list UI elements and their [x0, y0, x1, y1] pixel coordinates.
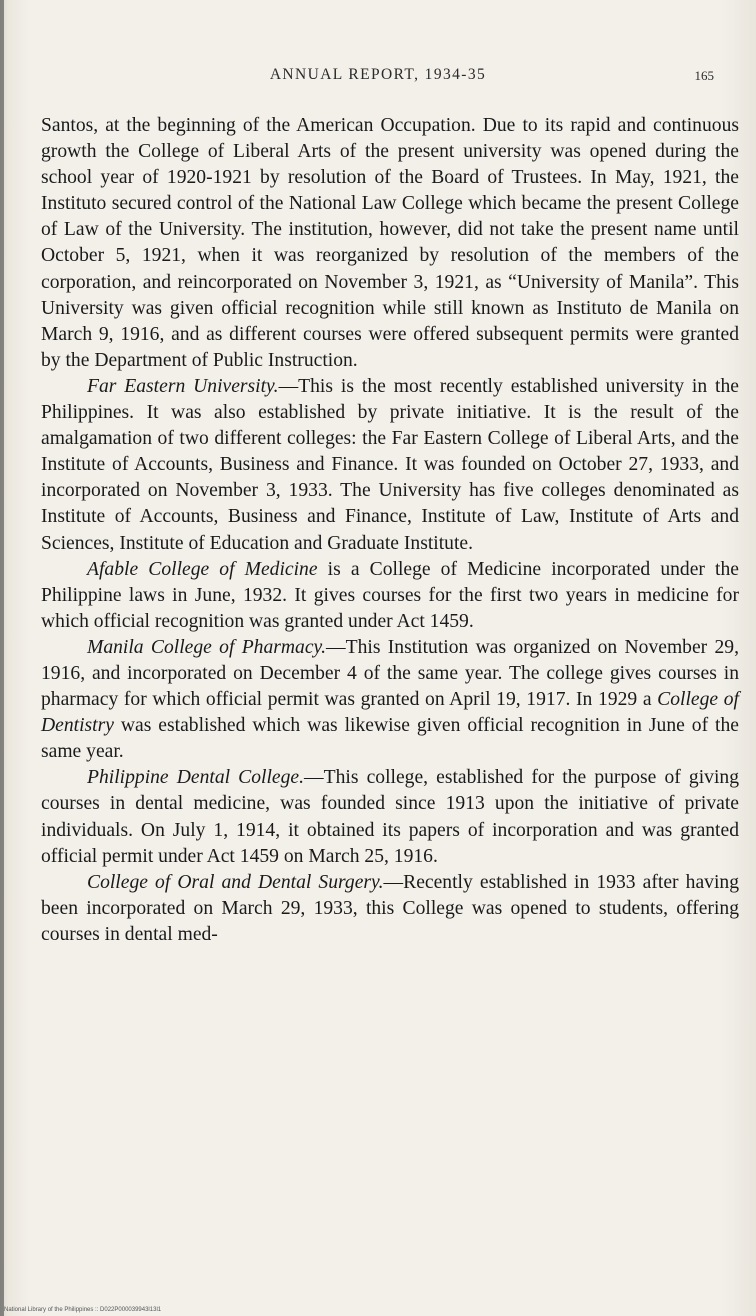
paragraph-university-of-manila	[41, 113, 739, 374]
paragraph-title: Philippine Dental College.	[87, 767, 305, 789]
page-header	[0, 62, 756, 90]
paragraph-title: Far Eastern University.	[87, 375, 279, 397]
paragraph-text: —Recently established in 1933 after having been incorporated on March 29, 1933, this College was opened to students, offering courses in dental med-	[41, 871, 739, 945]
paragraph-text: —This college, established for the purpose of giving courses in dental medicine, was founded since 1913 upon the initiative of private individuals. On July 1, 1914, it obtained its papers of incorporation and was granted official permit under Act 1459 on March 25, 1916.	[41, 767, 739, 867]
paragraph-title: Afable College of Medicine	[87, 558, 318, 580]
paragraph-philippine-dental-college	[41, 765, 739, 869]
paragraph-afable-college	[41, 557, 739, 635]
paragraph-inline-title: College of Dentistry	[41, 689, 739, 737]
paragraph-text: is a College of Medicine incorporated under the Philippine laws in June, 1932. It gives courses for the first two years in medicine for which official recognition was granted under Act 1459.	[41, 558, 739, 632]
page-binding-edge	[0, 0, 4, 1316]
paragraph-title: Manila College of Pharmacy.	[87, 636, 327, 658]
running-head: ANNUAL REPORT, 1934-35	[269, 66, 487, 83]
paragraph-manila-college-of-pharmacy	[41, 635, 739, 765]
paragraph-far-eastern-university	[41, 374, 739, 557]
paragraph-college-of-oral-dental-surgery	[41, 870, 739, 948]
paragraph-text: —This Institution was organized on November 29, 1916, and incorporated on December 4 of the same year. The college gives courses in pharmacy for which official permit was granted on April 19, 1917. In 1929 a	[41, 636, 739, 711]
paragraph-text: —This is the most recently established university in the Philippines. It was also established by private initiative. It is the result of the amalgamation of two different colleges: the Far Eastern College of Liberal Arts, and the Institute of Accounts, Business and Finance. It was founded on October 27, 1933, and incorporated on November 3, 1933. The University has five colleges denominated as Institute of Accounts, Business and Finance, Institute of Law, Institute of Arts and Sciences, Institute of Education and Graduate Institute.	[41, 375, 739, 554]
paragraph-text: Santos, at the beginning of the American Occupation. Due to its rapid and continuous growth the College of Liberal Arts of the present university was opened during the school year of 1920-1921 by resolution of the Board of Trustees. In May, 1921, the Instituto secured control of the National Law College which became the present College of Law of the University. The institution, however, did not take the present name until October 5, 1921, when it was reorganized by resolution of the members of the corporation, and reincorporated on November 3, 1921, as “University of Manila”. This University was given official recognition while still known as Instituto de Manila on March 9, 1916, and as different courses were offered subsequent permits were granted by the Department of Public Instruction.	[41, 115, 739, 371]
page-number: 165	[694, 68, 714, 83]
body-text	[41, 113, 739, 948]
paragraph-title: College of Oral and Dental Surgery.	[87, 871, 384, 893]
paragraph-text-continued: was established which was likewise given official recognition in June of the same year.	[41, 715, 739, 763]
library-stamp: National Library of the Philippines :: D022P000039943l13l1	[4, 1307, 162, 1313]
